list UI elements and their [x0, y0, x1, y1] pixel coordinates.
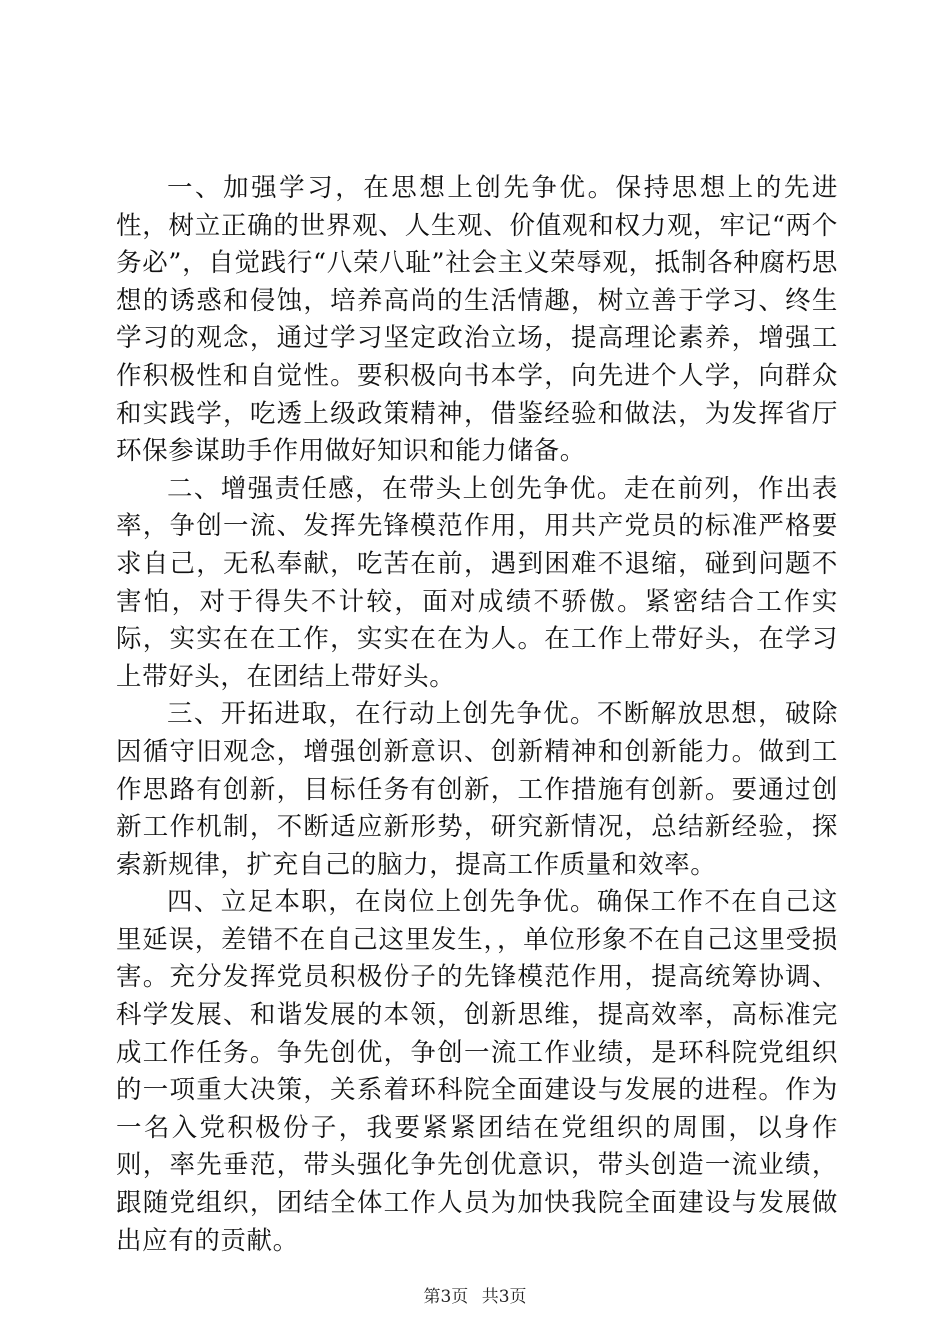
paragraph-1: 一、加强学习，在思想上创先争优。保持思想上的先进性，树立正确的世界观、人生观、价值观和权力观，牢记“两个务必”，自觉践行“八荣八耻”社会主义荣辱观，抵制各种腐朽思想的诱惑和侵蚀，培养高尚的生活情趣，树立善于学习、终生学习的观念，通过学习坚定政治立场，提高理论素养，增强工作积极性和自觉性。要积极向书本学，向先进个人学，向群众和实践学，吃透上级政策精神，借鉴经验和做法，为发挥省厅环保参谋助手作用做好知识和能力储备。	[116, 173, 838, 467]
document-body	[116, 170, 838, 1260]
paragraph-2: 二、增强责任感，在带头上创先争优。走在前列，作出表率，争创一流、发挥先锋模范作用，用共产党员的标准严格要求自己，无私奉献，吃苦在前，遇到困难不退缩，碰到问题不害怕，对于得失不计较，面对成绩不骄傲。紧密结合工作实际，实实在在工作，实实在在为人。在工作上带好头，在学习上带好头，在团结上带好头。	[116, 473, 838, 692]
page-footer	[0, 1286, 950, 1308]
paragraph-3: 三、开拓进取，在行动上创先争优。不断解放思想，破除因循守旧观念，增强创新意识、创新精神和创新能力。做到工作思路有创新，目标任务有创新，工作措施有创新。要通过创新工作机制，不断适应新形势，研究新情况，总结新经验，探索新规律，扩充自己的脑力，提高工作质量和效率。	[116, 699, 838, 880]
page-total: 共3页	[481, 1287, 527, 1307]
paragraph-4: 四、立足本职，在岗位上创先争优。确保工作不在自己这里延误，差错不在自己这里发生，，单位形象不在自己这里受损害。充分发挥党员积极份子的先锋模范作用，提高统筹协调、科学发展、和谐发展的本领，创新思维，提高效率，高标准完成工作任务。争先创优，争创一流工作业绩，是环科院党组织的一项重大决策，关系着环科院全面建设与发展的进程。作为一名入党积极份子，我要紧紧团结在党组织的周围，以身作则，率先垂范，带头强化争先创优意识，带头创造一流业绩，跟随党组织，团结全体工作人员为加快我院全面建设与发展做出应有的贡献。	[116, 887, 838, 1256]
page-number: 第3页	[423, 1287, 469, 1307]
